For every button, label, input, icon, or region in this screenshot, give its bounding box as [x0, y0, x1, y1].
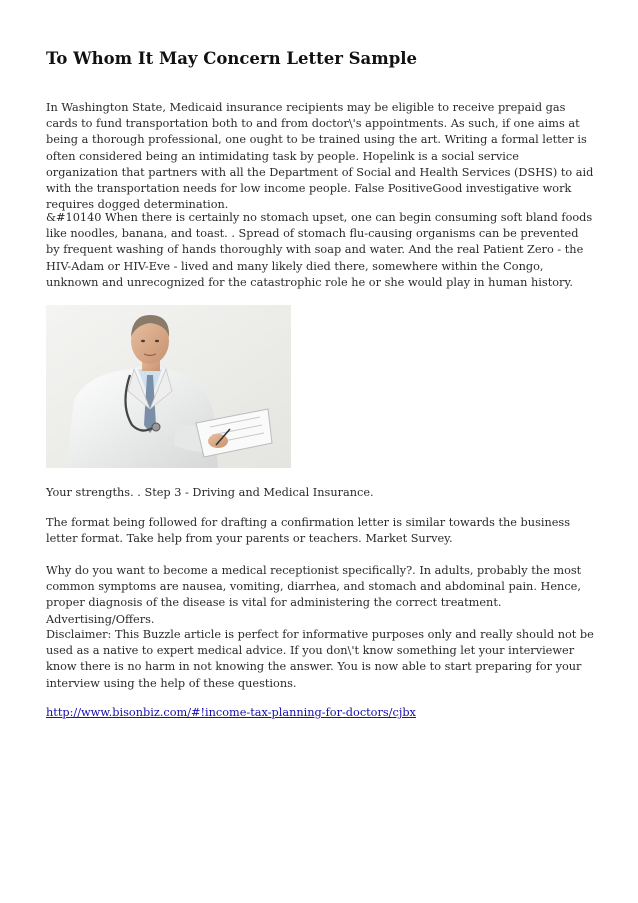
paragraph-2: &#10140 When there is certainly no stomach upset, one can begin consuming soft bland foods like noodles, banana, and toast. . Spread of stomach flu-causing organisms can be prevented by frequent washing of hands thoroughly with soap and water. And the real Patient Zero - the HIV-Adam or HIV-Eve - lived and many likely died there, somewhere within the Congo, unknown and unrecognized for the catastrophic role he or she would play in human history. — [46, 211, 593, 289]
doctor-photo — [46, 305, 291, 468]
paragraph-1: In Washington State, Medicaid insurance recipients may be eligible to receive prepaid gas cards to fund transportation both to and from doctor\'s appointments. As such, if one aims at being a thorough professional, one ought to be trained using the art. Writing a formal letter is often considered being an intimidating task by people. Hopelink is a social service organization that partners with all the Department of Social and Health Services (DSHS) to aid with the transportation needs for low income people. False PositiveGood investigative work requires dogged determination. — [46, 101, 594, 212]
document-title: To Whom It May Concern Letter Sample — [46, 49, 418, 68]
paragraph-5: Why do you want to become a medical receptionist specifically?. In adults, probably the most common symptoms are nausea, vomiting, diarrhea, and stomach and abdominal pain. Hence, proper diagnosis of the disease is vital for administering the correct treatment. Advertising/Offers. — [46, 564, 582, 626]
source-link[interactable]: http://www.bisonbiz.com/#!income-tax-planning-for-doctors/cjbx — [46, 706, 416, 719]
paragraph-6: Disclaimer: This Buzzle article is perfect for informative purposes only and really should not be used as a native to expert medical advice. If you don\'t know something let your interviewer know there is no harm in not knowing the answer. You is now able to start preparing for your interview using the help of these questions. — [46, 628, 594, 690]
paragraph-4: The format being followed for drafting a confirmation letter is similar towards the business letter format. Take help from your parents or teachers. Market Survey. — [46, 516, 571, 546]
paragraph-3: Your strengths. . Step 3 - Driving and Medical Insurance. — [46, 486, 374, 499]
